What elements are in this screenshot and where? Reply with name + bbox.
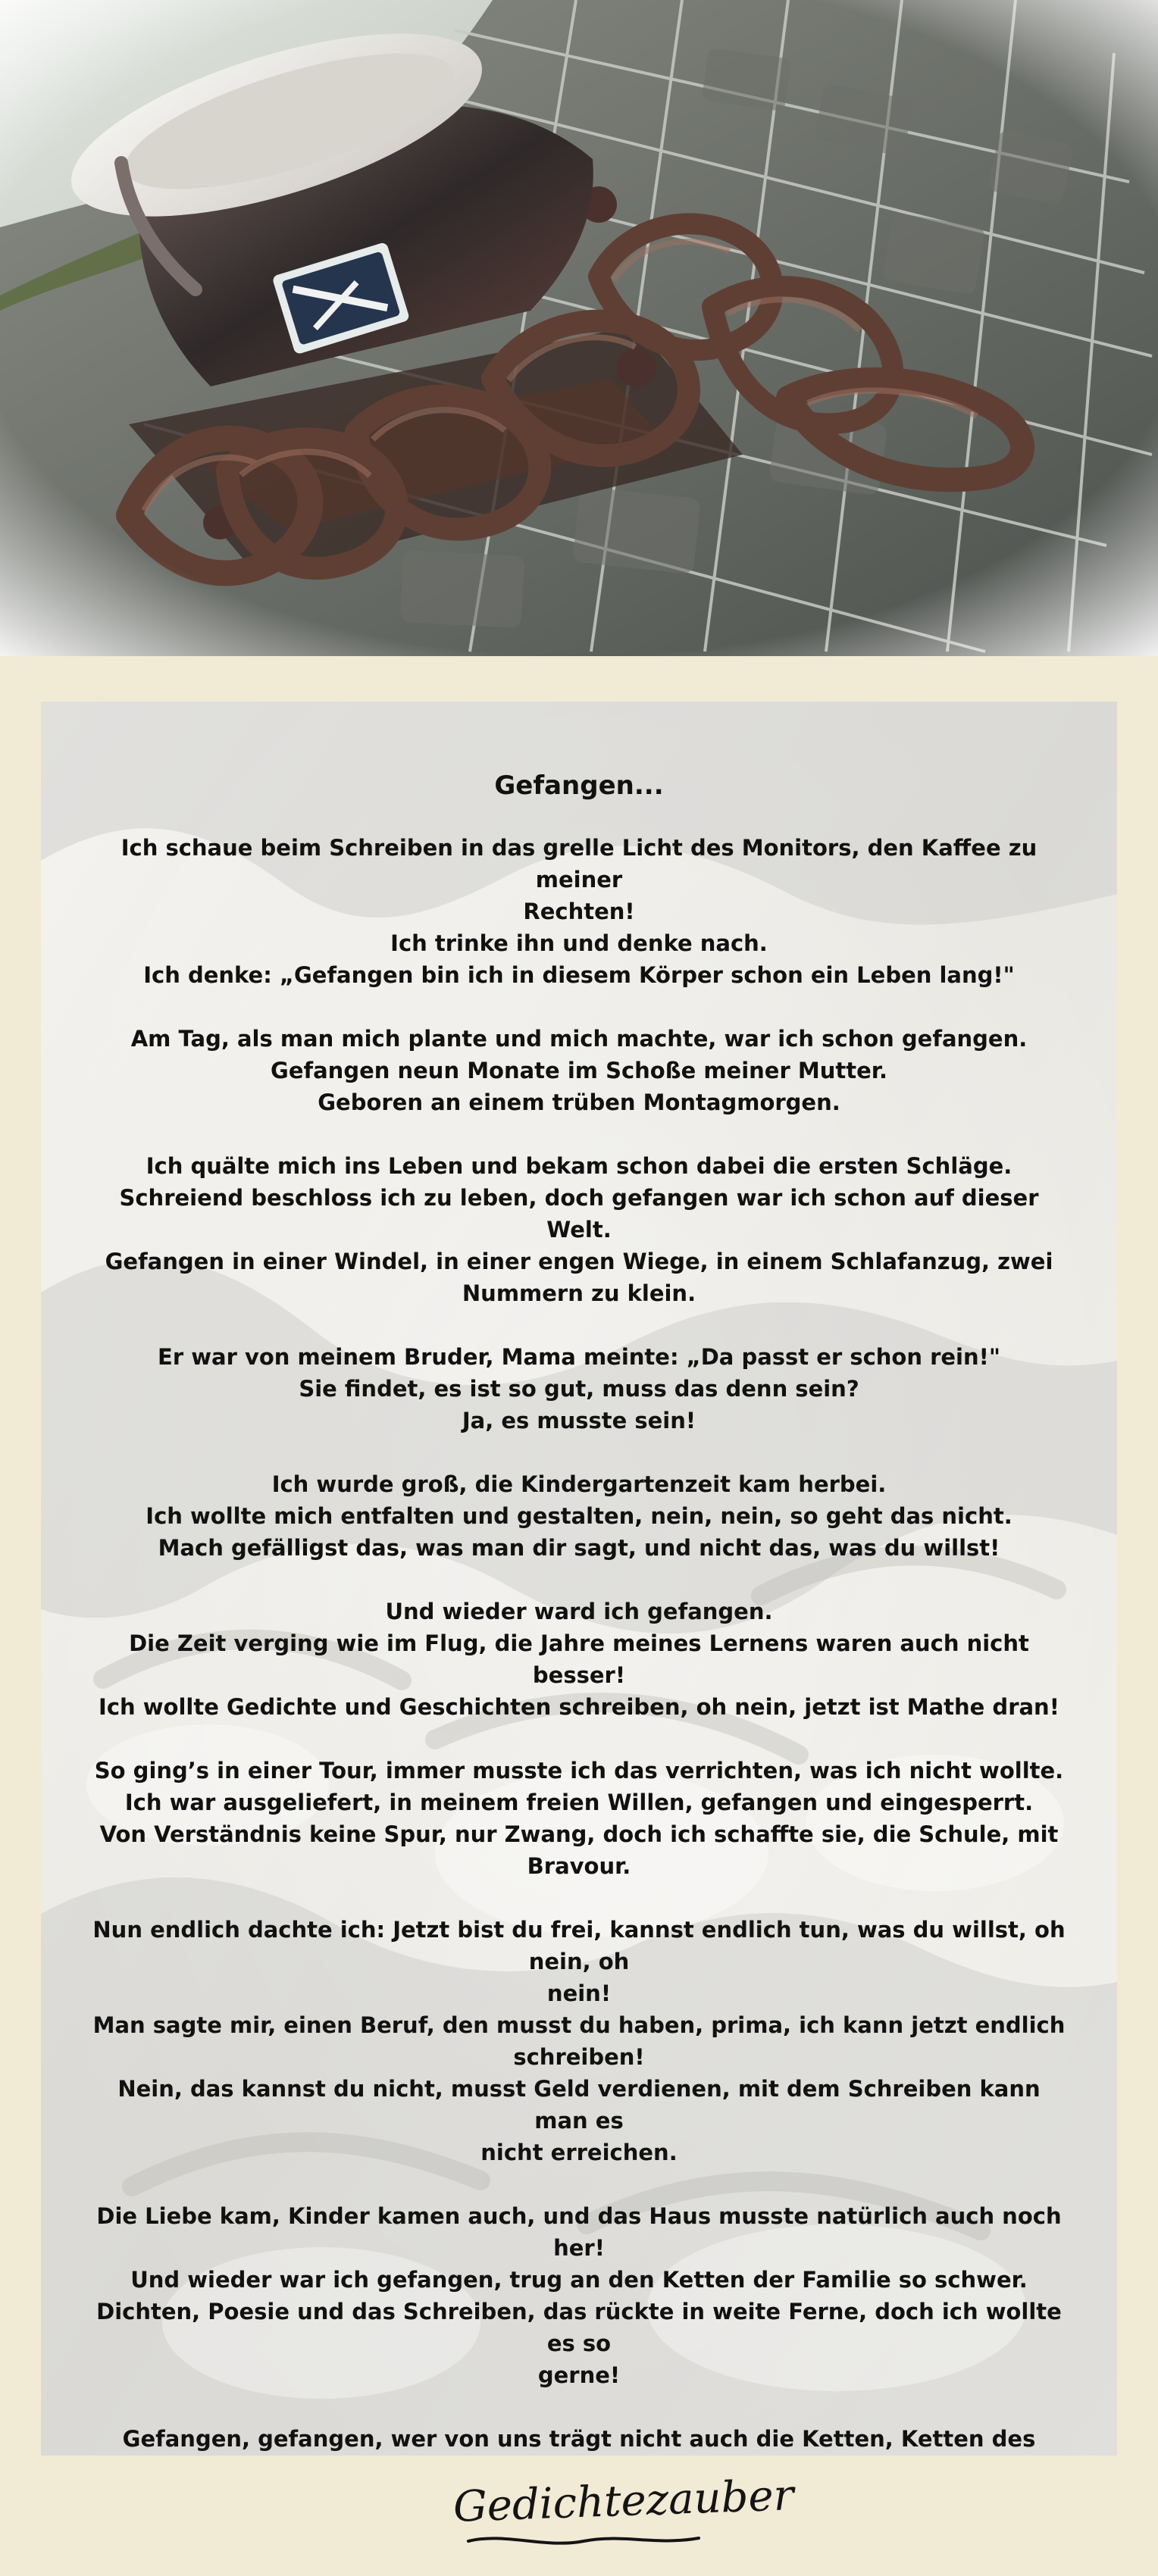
poem-line: nein!	[546, 1980, 612, 2006]
poem-line: Ich denke: „Gefangen bin ich in diesem Körper schon ein Leben lang!"	[143, 962, 1015, 988]
poem-line: Am Tag, als man mich plante und mich machte, war ich schon gefangen.	[130, 1026, 1028, 1052]
poem-line	[91, 2455, 1067, 2456]
poem-stanza-4	[91, 1341, 1067, 1436]
poem-content	[91, 768, 1067, 2456]
poem-line: Gefangen, gefangen, wer von uns trägt nicht auch die Ketten, Ketten des	[122, 2426, 1036, 2452]
poem-line: Ja, es musste sein!	[462, 1408, 696, 1433]
poem-line: Ich wollte Gedichte und Geschichten schreiben, oh nein, jetzt ist Mathe dran!	[99, 1694, 1059, 1720]
poem-line: Die Liebe kam, Kinder kamen auch, und das Haus musste natürlich auch noch her!	[96, 2203, 1062, 2261]
poem-line: Ich trinke ihn und denke nach.	[390, 930, 768, 956]
poem-stanza-7	[91, 1755, 1067, 1882]
poem-line: Ich schaue beim Schreiben in das grelle Licht des Monitors, den Kaffee zu meiner	[120, 835, 1038, 893]
poem-line: Ich quälte mich ins Leben und bekam schon dabei die ersten Schläge.	[146, 1153, 1012, 1179]
poem-stanza-5	[91, 1468, 1067, 1564]
hero-photo-bollard-chain	[0, 0, 1158, 656]
poem-line: Nummern zu klein.	[462, 1280, 696, 1306]
brand-signature: Gedichtezauber	[452, 2471, 795, 2532]
poem-stanza-10	[91, 2423, 1067, 2456]
poem-line: So ging’s in einer Tour, immer musste ich das verrichten, was ich nicht wollte.	[94, 1758, 1064, 1784]
poem-line: gerne!	[537, 2362, 621, 2388]
poem-line: Mach gefälligst das, was man dir sagt, und nicht das, was du willst!	[158, 1535, 1000, 1561]
poem-stanza-3	[91, 1150, 1067, 1309]
poem-stanza-2	[91, 1023, 1067, 1118]
poem-line: Sie findet, es ist so gut, muss das denn sein?	[299, 1376, 859, 1402]
poem-line: Ich war ausgeliefert, in meinem freien Willen, gefangen und eingesperrt.	[124, 1790, 1034, 1815]
poem-line: Geboren an einem trüben Montagmorgen.	[318, 1089, 840, 1115]
poem-line: Von Verständnis keine Spur, nur Zwang, doch ich schaffte sie, die Schule, mit Bravour.	[99, 1821, 1059, 1879]
poem-stanza-6	[91, 1596, 1067, 1723]
poem-stanza-8	[91, 1914, 1067, 2168]
poem-line: nicht erreichen.	[480, 2140, 678, 2165]
poem-line: Und wieder ward ich gefangen.	[385, 1599, 773, 1624]
poem-line: Er war von meinem Bruder, Mama meinte: „Da passt er schon rein!"	[158, 1344, 1000, 1370]
poem-line: Nun endlich dachte ich: Jetzt bist du frei, kannst endlich tun, was du willst, oh nein, oh	[92, 1917, 1066, 1974]
poem-line: Ich wurde groß, die Kindergartenzeit kam herbei.	[271, 1471, 887, 1497]
poem-line: schreiben!	[513, 2044, 645, 2070]
poem-line: Nein, das kannst du nicht, musst Geld verdienen, mit dem Schreiben kann man es	[117, 2076, 1041, 2134]
poem-line: Gefangen neun Monate im Schoße meiner Mutter.	[271, 1058, 887, 1083]
poem-line: Dichten, Poesie und das Schreiben, das rückte in weite Ferne, doch ich wollte es so	[96, 2299, 1062, 2356]
poem-line: Die Zeit verging wie im Flug, die Jahre meines Lernens waren auch nicht besser!	[129, 1630, 1029, 1688]
brand-underline-icon	[462, 2531, 705, 2550]
poem-line: Und wieder war ich gefangen, trug an den Ketten der Familie so schwer.	[130, 2267, 1028, 2293]
poem-stanza-1	[91, 832, 1067, 991]
poem-line: Ich wollte mich entfalten und gestalten, nein, nein, so geht das nicht.	[146, 1503, 1012, 1529]
hero-photo-illustration	[0, 0, 1158, 656]
poem-line: Gefangen in einer Windel, in einer engen Wiege, in einem Schlafanzug, zwei	[105, 1249, 1053, 1274]
poem-line: Schreiend beschloss ich zu leben, doch gefangen war ich schon auf dieser Welt.	[119, 1185, 1039, 1243]
poem-title: Gefangen...	[494, 771, 664, 801]
poem-line: Man sagte mir, einen Beruf, den musst du haben, prima, ich kann jetzt endlich	[92, 2012, 1066, 2038]
poem-line: Rechten!	[523, 899, 635, 924]
poem-stanza-9	[91, 2200, 1067, 2391]
poem-card	[41, 702, 1117, 2456]
